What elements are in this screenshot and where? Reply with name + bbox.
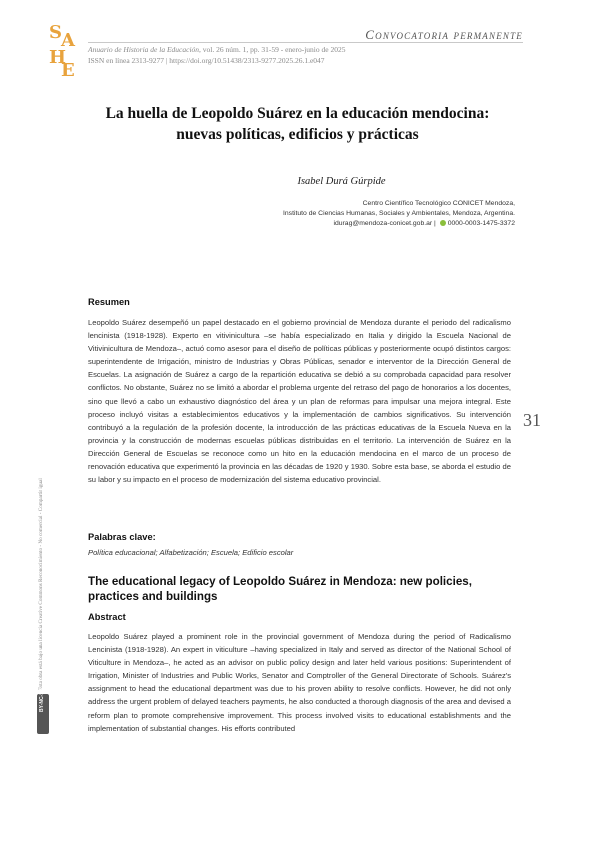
resumen-text: Leopoldo Suárez desempeñó un papel destacado en el gobierno provincial de Mendoza durante el periodo del radicalismo lencinista (1918-1928). Experto en vitivinicultura –se había especializado en Italia y dirigido la Escuela Nacional de Vitivinicultura de Mendoza–, actuó como asesor para el diseño de políticas públicas y posteriormente ocupó distintos cargos: superintendente de Irrigación, ministro de Industrias y Obras Públicas, senador e interventor de la Dirección General de Escuelas. La asignación de Suárez a cargo de la repartición educativa se debió a su comprobada capacidad para resolver conflictos. No obstante, Suárez no se limitó a abordar el problema urgente del retraso del pago de honorarios a los docentes, sino que llevó a cabo un exhaustivo diagnóstico del área y un plan de reformas para impulsar una mejora integral. Este proceso incluyó visitas a establecimientos educativos y la implementación de cambios significativos. Su intervención contribuyó a la regulación de la profesión docente, la introducción de las prácticas educativas de la Escuela Nueva en la provincia y la construcción de modernas escuelas públicas distribuidas en el territorio. La intervención de Suárez en la Dirección General de Escuelas se reconoce como un hito en la educación mendocina en el marco de un proceso de renovación educativa que experimentó la provincia en las décadas de 1920 y 1930. Sobre esta base, se aborda el estudio de su labor y su impacto en el proceso de modernización del sistema educativo provincial. — [88, 318, 511, 485]
author-name: Isabel Durá Gúrpide — [297, 176, 386, 187]
orcid-id[interactable]: 0000-0003-1475-3372 — [447, 220, 515, 227]
header-divider — [88, 42, 523, 43]
journal-name: Anuario de Historia de la Educación — [88, 45, 200, 54]
abstract-text: Leopoldo Suárez played a prominent role in the provincial government of Mendoza during the period of Radicalismo Lencinista (1918-1928). An expert in viticulture –having specialized in Italy and served as director of the National School of Viticulture in Mendoza–, he acted as an advisor on public policy design and later held various positions: Superintendent of Irrigation, Minister of Industries and Public Works, Senator and Comptroller of the General Directorate of Schools. Suárez's assignment to head the educational department was due to his proven ability to resolve conflicts. However, he did not only address the urgent problem of delayed teachers payments, he also conducted a thorough diagnosis of the area and devised a reform plan to promote comprehensive improvement. This process involved visits to educational establishments and the implementation of substantial changes. His efforts contributed — [88, 632, 511, 733]
logo-letter-s: S — [49, 22, 62, 43]
journal-logo — [49, 24, 75, 82]
section-label: Convocatoria permanente — [365, 27, 523, 42]
affiliation-line-2: Instituto de Ciencias Humanas, Sociales y Ambientales, Mendoza, Argentina. — [283, 210, 515, 217]
license-text: Esta obra está bajo una licencia Creative Commons Reconocimiento - No comercial - Compartir igual — [38, 478, 44, 690]
journal-info — [88, 45, 345, 66]
keywords-heading: Palabras clave: — [88, 532, 156, 542]
logo-letter-e: E — [61, 60, 75, 81]
affiliation-line-1: Centro Científico Tecnológico CONICET Mendoza, — [362, 200, 515, 207]
journal-volume: , vol. 26 núm. 1, pp. 31-59 - enero-junio de 2025 — [199, 45, 346, 54]
title-line-1: La huella de Leopoldo Suárez en la educación mendocina: — [105, 105, 490, 122]
author-affiliation — [120, 199, 515, 229]
author-email[interactable]: idurag@mendoza-conicet.gob.ar | — [333, 220, 436, 227]
title-line-2: nuevas políticas, edificios y prácticas — [176, 125, 419, 143]
issn-doi[interactable]: ISSN en línea 2313-9277 | https://doi.org/10.51438/2313-9277.2025.26.1.e047 — [88, 55, 325, 65]
orcid-icon — [440, 220, 446, 226]
cc-badge-label: BY-NC-SA — [39, 687, 45, 712]
resumen-heading: Resumen — [88, 297, 130, 307]
contact-line — [120, 219, 515, 229]
page-number: 31 — [523, 410, 541, 430]
abstract-heading: Abstract — [88, 612, 126, 622]
english-title: The educational legacy of Leopoldo Suárez in Mendoza: new policies, practices and buildings — [88, 575, 472, 603]
article-title — [80, 104, 515, 145]
logo-letter-a: A — [61, 30, 75, 51]
keywords-text: Política educacional; Alfabetización; Escuela; Edificio escolar — [88, 548, 294, 557]
logo-letter-h: H — [49, 47, 67, 68]
